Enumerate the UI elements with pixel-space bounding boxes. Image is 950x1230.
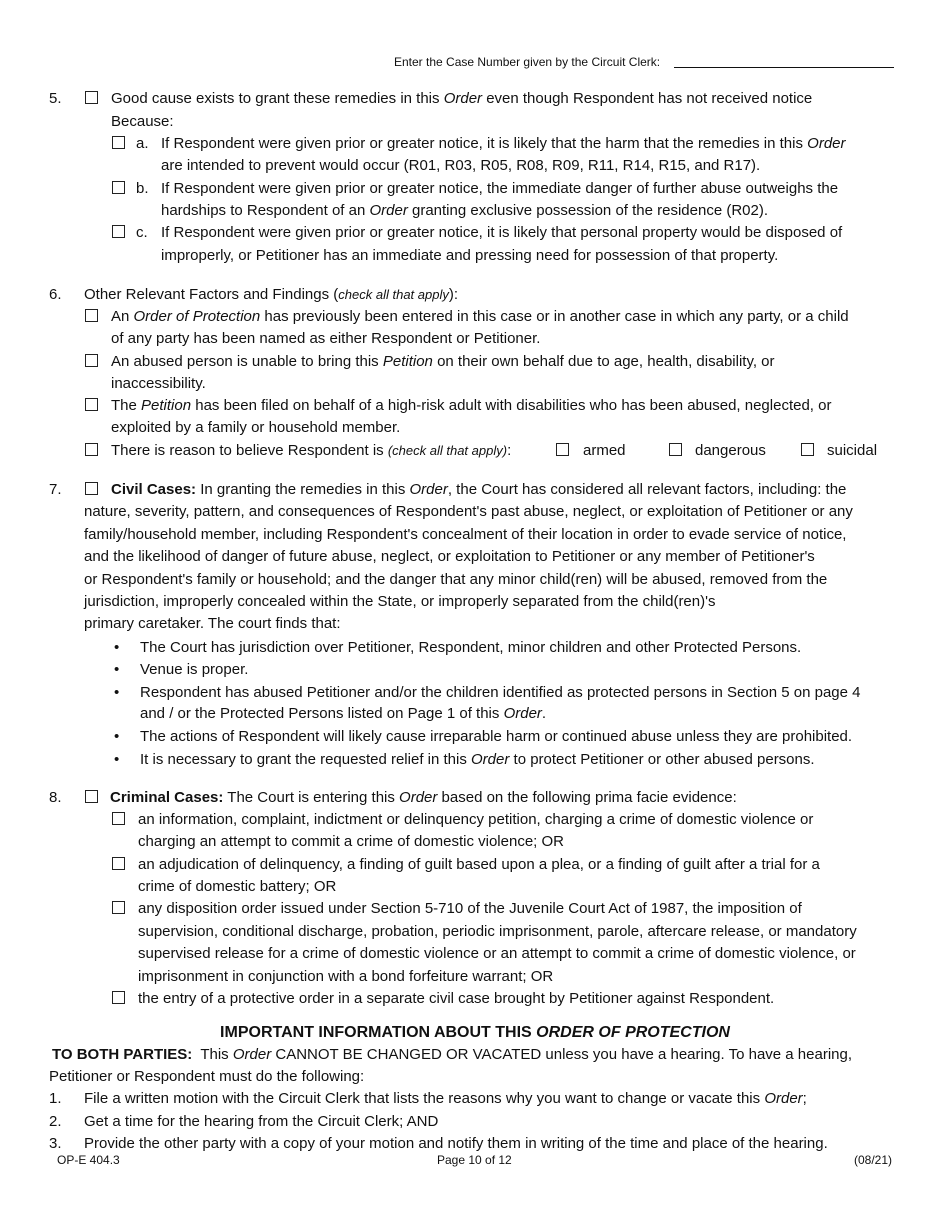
- page-number: Page 10 of 12: [437, 1153, 512, 1167]
- both-parties-text: TO BOTH PARTIES: This Order CANNOT BE CHANGED OR VACATED unless you have a hearing. To have a hearing,: [52, 1046, 853, 1063]
- section-5a-checkbox[interactable]: [112, 136, 125, 149]
- section-5-checkbox[interactable]: [85, 91, 98, 104]
- section-5a-text: If Respondent were given prior or greater notice, it is likely that the harm that the remedies in this Order: [161, 135, 846, 152]
- finding-relief: It is necessary to grant the requested relief in this Order to protect Petitioner or other abused persons.: [140, 751, 815, 768]
- section-5c-text: If Respondent were given prior or greater notice, it is likely that personal property would be disposed of: [161, 224, 843, 241]
- step-3-text: Provide the other party with a copy of your motion and notify them in writing of the time and place of the hearing.: [84, 1135, 828, 1152]
- section-5-because: Because:: [111, 113, 174, 130]
- step-2-number: 2.: [49, 1113, 62, 1130]
- section-6-item3-checkbox[interactable]: [85, 398, 98, 411]
- finding-abuse: Respondent has abused Petitioner and/or the children identified as protected persons in Section 5 on page 4: [140, 684, 861, 701]
- section-6-item4-text: There is reason to believe Respondent is (check all that apply):: [111, 442, 512, 459]
- suicidal-label: suicidal: [827, 442, 878, 459]
- section-5b-text-2: hardships to Respondent of an Order granting exclusive possession of the residence (R02).: [161, 202, 769, 219]
- finding-venue: Venue is proper.: [140, 661, 249, 678]
- criminal-item3-text-3: supervised release for a crime of domestic violence or an attempt to commit a crime of domestic violence, or: [138, 945, 856, 962]
- step-1-number: 1.: [49, 1090, 62, 1107]
- civil-cases-text-4: and the likelihood of danger of future abuse, neglect, or exploitation to Petitioner or any member of Petitioner's: [84, 548, 815, 565]
- finding-harm: The actions of Respondent will likely cause irreparable harm or continued abuse unless they are prohibited.: [140, 728, 853, 745]
- criminal-item3-text-2: supervision, conditional discharge, probation, periodic imprisonment, parole, aftercare release, or mandatory: [138, 923, 857, 940]
- section-6-item2-text-2: inaccessibility.: [111, 375, 206, 392]
- section-5a-letter: a.: [136, 135, 149, 152]
- section-8-number: 8.: [49, 789, 62, 806]
- criminal-item1-checkbox[interactable]: [112, 812, 125, 825]
- section-5-number: 5.: [49, 90, 62, 107]
- case-number-field[interactable]: [674, 67, 894, 68]
- step-1-text: File a written motion with the Circuit Clerk that lists the reasons why you want to change or vacate this Order;: [84, 1090, 807, 1107]
- section-5a-text-2: are intended to prevent would occur (R01, R03, R05, R08, R09, R11, R14, R15, and R17).: [161, 157, 761, 174]
- criminal-item2-checkbox[interactable]: [112, 857, 125, 870]
- both-parties-text-2: Petitioner or Respondent must do the following:: [49, 1068, 365, 1085]
- dangerous-checkbox[interactable]: [669, 443, 682, 456]
- section-5b-text: If Respondent were given prior or greater notice, the immediate danger of further abuse outweighs the: [161, 180, 839, 197]
- criminal-item3-text: any disposition order issued under Section 5-710 of the Juvenile Court Act of 1987, the imposition of: [138, 900, 802, 917]
- criminal-item1-text-2: charging an attempt to commit a crime of domestic violence; OR: [138, 833, 565, 850]
- civil-cases-text-7: primary caretaker. The court finds that:: [84, 615, 341, 632]
- finding-jurisdiction: The Court has jurisdiction over Petitioner, Respondent, minor children and other Protected Persons.: [140, 639, 802, 656]
- section-6-item4-checkbox[interactable]: [85, 443, 98, 456]
- section-6-item1-text: An Order of Protection has previously been entered in this case or in another case in which any party, or a child: [111, 308, 849, 325]
- important-heading: IMPORTANT INFORMATION ABOUT THIS ORDER OF PROTECTION: [220, 1024, 730, 1041]
- criminal-cases-text: Criminal Cases: The Court is entering this Order based on the following prima facie evidence:: [110, 789, 737, 806]
- step-3-number: 3.: [49, 1135, 62, 1152]
- suicidal-checkbox[interactable]: [801, 443, 814, 456]
- civil-cases-text-2: nature, severity, pattern, and consequences of Respondent's past abuse, neglect, or exploitation of Petitioner or any: [84, 503, 853, 520]
- bullet: •: [114, 661, 120, 678]
- form-id: OP-E 404.3: [57, 1153, 120, 1167]
- step-2-text: Get a time for the hearing from the Circuit Clerk; AND: [84, 1113, 439, 1130]
- criminal-item1-text: an information, complaint, indictment or delinquency petition, charging a crime of domestic violence or: [138, 811, 814, 828]
- section-6-item1-checkbox[interactable]: [85, 309, 98, 322]
- section-7-number: 7.: [49, 481, 62, 498]
- section-5c-letter: c.: [136, 224, 148, 241]
- criminal-item3-checkbox[interactable]: [112, 901, 125, 914]
- criminal-item4-text: the entry of a protective order in a separate civil case brought by Petitioner against Respondent.: [138, 990, 775, 1007]
- criminal-item3-text-4: imprisonment in conjunction with a bond forfeiture warrant; OR: [138, 968, 554, 985]
- section-5c-text-2: improperly, or Petitioner has an immediate and pressing need for possession of that property.: [161, 247, 779, 264]
- section-6-title: Other Relevant Factors and Findings (check all that apply):: [84, 286, 459, 303]
- section-6-item2-checkbox[interactable]: [85, 354, 98, 367]
- section-5-text: Good cause exists to grant these remedies in this Order even though Respondent has not received notice: [111, 90, 813, 107]
- section-6-item2-text: An abused person is unable to bring this Petition on their own behalf due to age, health, disability, or: [111, 353, 775, 370]
- section-6-number: 6.: [49, 286, 62, 303]
- civil-cases-text-5: or Respondent's family or household; and the danger that any minor child(ren) will be abused, removed from the: [84, 571, 828, 588]
- criminal-item2-text: an adjudication of delinquency, a finding of guilt based upon a plea, or a finding of guilt after a trial for a: [138, 856, 820, 873]
- section-6-item3-text-2: exploited by a family or household member.: [111, 419, 401, 436]
- revision-date: (08/21): [854, 1153, 893, 1167]
- armed-label: armed: [583, 442, 626, 459]
- section-6-item3-text: The Petition has been filed on behalf of a high-risk adult with disabilities who has been abused, neglected, or: [111, 397, 832, 414]
- civil-cases-text-3: family/household member, including Respondent's concealment of their location in order to evade service of notice,: [84, 526, 847, 543]
- case-number-label: Enter the Case Number given by the Circuit Clerk:: [394, 55, 661, 69]
- bullet: •: [114, 728, 120, 745]
- civil-cases-checkbox[interactable]: [85, 482, 98, 495]
- section-5b-checkbox[interactable]: [112, 181, 125, 194]
- bullet: •: [114, 751, 120, 768]
- criminal-cases-checkbox[interactable]: [85, 790, 98, 803]
- armed-checkbox[interactable]: [556, 443, 569, 456]
- section-5b-letter: b.: [136, 180, 149, 197]
- section-6-item1-text-2: of any party has been named as either Respondent or Petitioner.: [111, 330, 541, 347]
- civil-cases-text: Civil Cases: In granting the remedies in this Order, the Court has considered all relevant factors, including: the: [111, 481, 847, 498]
- criminal-item4-checkbox[interactable]: [112, 991, 125, 1004]
- bullet: •: [114, 684, 120, 701]
- civil-cases-text-6: jurisdiction, improperly concealed within the State, or improperly separated from the child(ren)'s: [84, 593, 716, 610]
- section-5c-checkbox[interactable]: [112, 225, 125, 238]
- bullet: •: [114, 639, 120, 656]
- finding-abuse-2: and / or the Protected Persons listed on Page 1 of this Order.: [140, 705, 547, 722]
- criminal-item2-text-2: crime of domestic battery; OR: [138, 878, 337, 895]
- dangerous-label: dangerous: [695, 442, 766, 459]
